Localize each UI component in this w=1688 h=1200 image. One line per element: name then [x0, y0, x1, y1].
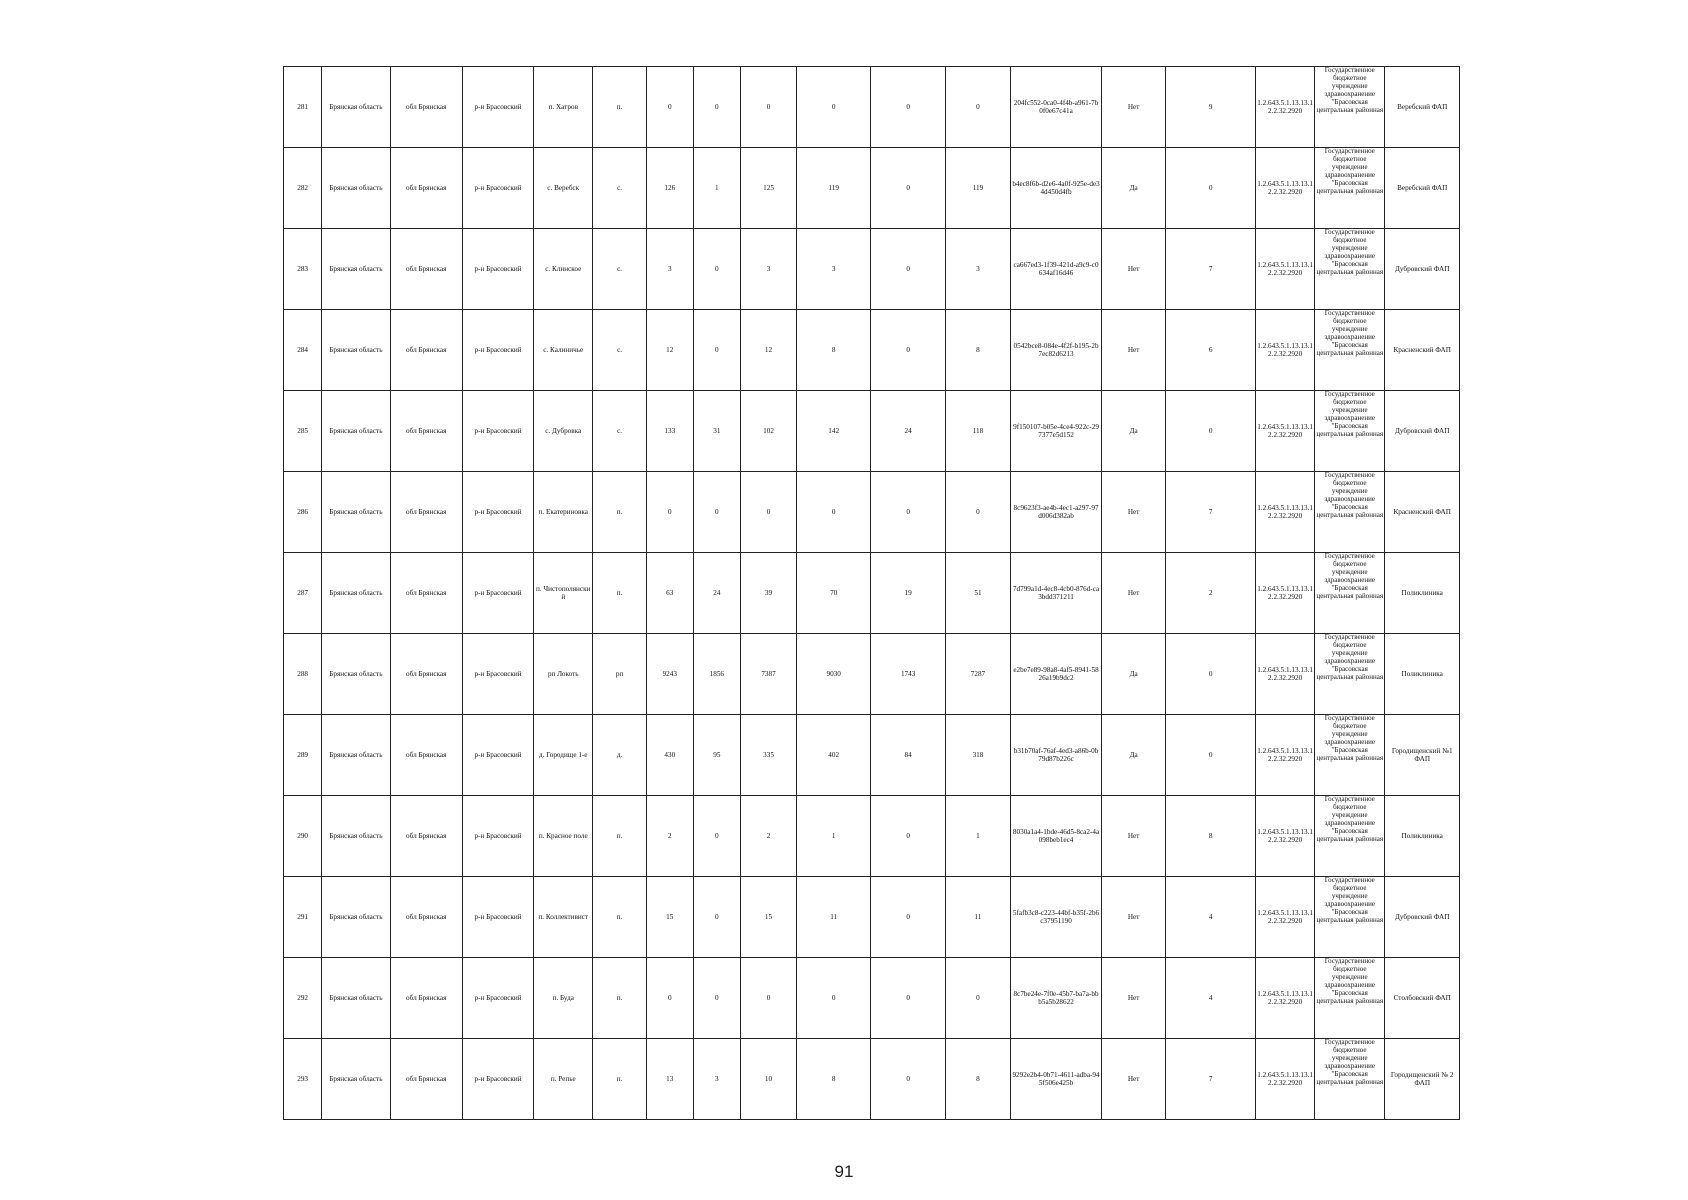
value-cell: 118 — [945, 391, 1010, 472]
count-cell: 0 — [1166, 634, 1256, 715]
district-cell: р-н Брасовский — [462, 553, 533, 634]
region-cell: Брянская область — [322, 796, 390, 877]
value-cell: 0 — [693, 310, 741, 391]
value-cell: 95 — [693, 715, 741, 796]
settlement-name-cell: п. Коллективист — [534, 877, 593, 958]
oblast-cell: обл Брянская — [390, 391, 462, 472]
oblast-cell: обл Брянская — [390, 472, 462, 553]
table-row — [284, 391, 1460, 472]
value-cell: 24 — [871, 391, 945, 472]
table-row — [284, 877, 1460, 958]
value-cell: 84 — [871, 715, 945, 796]
fap-cell: Поликлиника — [1385, 796, 1460, 877]
count-cell: 7 — [1166, 229, 1256, 310]
region-cell: Брянская область — [322, 391, 390, 472]
value-cell: 430 — [647, 715, 694, 796]
value-cell: 13 — [647, 1039, 694, 1120]
region-cell: Брянская область — [322, 67, 390, 148]
oid-cell: 1.2.643.5.1.13.13.12.2.32.2920 — [1256, 67, 1315, 148]
oid-cell: 1.2.643.5.1.13.13.12.2.32.2920 — [1256, 472, 1315, 553]
row-number-cell: 290 — [284, 796, 322, 877]
region-cell: Брянская область — [322, 229, 390, 310]
fap-cell: Столбовский ФАП — [1385, 958, 1460, 1039]
value-cell: 0 — [871, 958, 945, 1039]
oid-cell: 1.2.643.5.1.13.13.12.2.32.2920 — [1256, 229, 1315, 310]
oblast-cell: обл Брянская — [390, 148, 462, 229]
oblast-cell: обл Брянская — [390, 958, 462, 1039]
flag-cell: Нет — [1102, 67, 1166, 148]
settlement-name-cell: п. Репье — [534, 1039, 593, 1120]
flag-cell: Нет — [1102, 958, 1166, 1039]
value-cell: 70 — [796, 553, 870, 634]
value-cell: 7287 — [945, 634, 1010, 715]
organization-cell: Государственное бюджетное учреждение здравоохранение "Брасовская центральная районная — [1315, 958, 1385, 1039]
value-cell: 12 — [741, 310, 797, 391]
organization-cell: Государственное бюджетное учреждение здравоохранение "Брасовская центральная районная — [1315, 472, 1385, 553]
region-cell: Брянская область — [322, 553, 390, 634]
flag-cell: Да — [1102, 634, 1166, 715]
flag-cell: Нет — [1102, 877, 1166, 958]
organization-cell: Государственное бюджетное учреждение здравоохранение "Брасовская центральная районная — [1315, 553, 1385, 634]
guid-cell: 8c7be24e-7f0e-45b7-ba7a-bbb5a5b28622 — [1011, 958, 1102, 1039]
settlement-type-cell: п. — [593, 796, 647, 877]
table-row — [284, 634, 1460, 715]
value-cell: 0 — [647, 472, 694, 553]
count-cell: 8 — [1166, 796, 1256, 877]
count-cell: 7 — [1166, 472, 1256, 553]
organization-cell: Государственное бюджетное учреждение здравоохранение "Брасовская центральная районная — [1315, 391, 1385, 472]
row-number-cell: 282 — [284, 148, 322, 229]
district-cell: р-н Брасовский — [462, 715, 533, 796]
count-cell: 6 — [1166, 310, 1256, 391]
value-cell: 0 — [945, 67, 1010, 148]
settlement-type-cell: п. — [593, 958, 647, 1039]
oblast-cell: обл Брянская — [390, 1039, 462, 1120]
oblast-cell: обл Брянская — [390, 553, 462, 634]
row-number-cell: 288 — [284, 634, 322, 715]
row-number-cell: 283 — [284, 229, 322, 310]
value-cell: 2 — [647, 796, 694, 877]
settlement-type-cell: с. — [593, 148, 647, 229]
settlement-name-cell: с. Веребск — [534, 148, 593, 229]
organization-cell: Государственное бюджетное учреждение здравоохранение "Брасовская центральная районная — [1315, 148, 1385, 229]
settlement-name-cell: с. Дубровка — [534, 391, 593, 472]
fap-cell: Веребский ФАП — [1385, 148, 1460, 229]
row-number-cell: 291 — [284, 877, 322, 958]
table-row — [284, 148, 1460, 229]
settlement-name-cell: с. Калиничье — [534, 310, 593, 391]
oid-cell: 1.2.643.5.1.13.13.12.2.32.2920 — [1256, 796, 1315, 877]
table-row — [284, 1039, 1460, 1120]
value-cell: 0 — [871, 148, 945, 229]
value-cell: 3 — [741, 229, 797, 310]
oid-cell: 1.2.643.5.1.13.13.12.2.32.2920 — [1256, 553, 1315, 634]
oblast-cell: обл Брянская — [390, 67, 462, 148]
district-cell: р-н Брасовский — [462, 472, 533, 553]
guid-cell: ca667ed3-1f39-421d-a9c9-c0634af16d46 — [1011, 229, 1102, 310]
settlement-name-cell: с. Клинское — [534, 229, 593, 310]
region-cell: Брянская область — [322, 472, 390, 553]
value-cell: 11 — [796, 877, 870, 958]
count-cell: 0 — [1166, 715, 1256, 796]
oblast-cell: обл Брянская — [390, 310, 462, 391]
organization-cell: Государственное бюджетное учреждение здравоохранение "Брасовская центральная районная — [1315, 796, 1385, 877]
value-cell: 125 — [741, 148, 797, 229]
region-cell: Брянская область — [322, 877, 390, 958]
value-cell: 318 — [945, 715, 1010, 796]
oid-cell: 1.2.643.5.1.13.13.12.2.32.2920 — [1256, 1039, 1315, 1120]
guid-cell: 9292e2b4-0b71-4611-adba-945f506e425b — [1011, 1039, 1102, 1120]
district-cell: р-н Брасовский — [462, 391, 533, 472]
value-cell: 19 — [871, 553, 945, 634]
settlement-type-cell: п. — [593, 67, 647, 148]
row-number-cell: 292 — [284, 958, 322, 1039]
flag-cell: Нет — [1102, 472, 1166, 553]
guid-cell: 204fc552-0ca0-4f4b-a961-7b0f0e67c41a — [1011, 67, 1102, 148]
count-cell: 4 — [1166, 877, 1256, 958]
fap-cell: Городищенский № 2 ФАП — [1385, 1039, 1460, 1120]
organization-cell: Государственное бюджетное учреждение здравоохранение "Брасовская центральная районная — [1315, 715, 1385, 796]
oblast-cell: обл Брянская — [390, 715, 462, 796]
table-row — [284, 472, 1460, 553]
guid-cell: 0542bce8-084e-4f2f-b195-2b7ec82d6213 — [1011, 310, 1102, 391]
fap-cell: Дубровский ФАП — [1385, 391, 1460, 472]
value-cell: 11 — [945, 877, 1010, 958]
oid-cell: 1.2.643.5.1.13.13.12.2.32.2920 — [1256, 634, 1315, 715]
flag-cell: Да — [1102, 148, 1166, 229]
value-cell: 0 — [796, 958, 870, 1039]
value-cell: 7387 — [741, 634, 797, 715]
value-cell: 8 — [945, 310, 1010, 391]
table-row — [284, 229, 1460, 310]
table-body — [284, 67, 1460, 1120]
organization-cell: Государственное бюджетное учреждение здравоохранение "Брасовская центральная районная — [1315, 1039, 1385, 1120]
value-cell: 39 — [741, 553, 797, 634]
value-cell: 102 — [741, 391, 797, 472]
region-cell: Брянская область — [322, 958, 390, 1039]
count-cell: 2 — [1166, 553, 1256, 634]
organization-cell: Государственное бюджетное учреждение здравоохранение "Брасовская центральная районная — [1315, 310, 1385, 391]
settlement-name-cell: п. Хатров — [534, 67, 593, 148]
value-cell: 0 — [796, 472, 870, 553]
guid-cell: 5fafb3c8-c223-44bf-b35f-2b6c37951190 — [1011, 877, 1102, 958]
district-cell: р-н Брасовский — [462, 148, 533, 229]
fap-cell: Веребский ФАП — [1385, 67, 1460, 148]
value-cell: 8 — [796, 310, 870, 391]
value-cell: 8 — [945, 1039, 1010, 1120]
value-cell: 335 — [741, 715, 797, 796]
row-number-cell: 286 — [284, 472, 322, 553]
value-cell: 0 — [871, 310, 945, 391]
guid-cell: 8c9623f3-ae4b-4ec1-a297-97d006d382ab — [1011, 472, 1102, 553]
count-cell: 4 — [1166, 958, 1256, 1039]
value-cell: 8 — [796, 1039, 870, 1120]
flag-cell: Нет — [1102, 229, 1166, 310]
value-cell: 12 — [647, 310, 694, 391]
value-cell: 3 — [796, 229, 870, 310]
organization-cell: Государственное бюджетное учреждение здравоохранение "Брасовская центральная районная — [1315, 229, 1385, 310]
value-cell: 2 — [741, 796, 797, 877]
guid-cell: 8030a1a4-1bde-46d5-8ca2-4a098beb1ec4 — [1011, 796, 1102, 877]
fap-cell: Городищенский №1 ФАП — [1385, 715, 1460, 796]
flag-cell: Нет — [1102, 553, 1166, 634]
flag-cell: Да — [1102, 715, 1166, 796]
count-cell: 0 — [1166, 391, 1256, 472]
district-cell: р-н Брасовский — [462, 67, 533, 148]
guid-cell: b4ec8f6b-d2e6-4a0f-925e-de34d450d4fb — [1011, 148, 1102, 229]
flag-cell: Нет — [1102, 796, 1166, 877]
value-cell: 3 — [945, 229, 1010, 310]
count-cell: 9 — [1166, 67, 1256, 148]
value-cell: 0 — [871, 67, 945, 148]
settlement-name-cell: п. Чистополянский — [534, 553, 593, 634]
value-cell: 15 — [647, 877, 694, 958]
oid-cell: 1.2.643.5.1.13.13.12.2.32.2920 — [1256, 715, 1315, 796]
settlement-type-cell: рп — [593, 634, 647, 715]
value-cell: 0 — [871, 877, 945, 958]
settlement-type-cell: с. — [593, 391, 647, 472]
oid-cell: 1.2.643.5.1.13.13.12.2.32.2920 — [1256, 391, 1315, 472]
row-number-cell: 284 — [284, 310, 322, 391]
settlement-type-cell: с. — [593, 229, 647, 310]
district-cell: р-н Брасовский — [462, 796, 533, 877]
value-cell: 0 — [693, 796, 741, 877]
value-cell: 10 — [741, 1039, 797, 1120]
value-cell: 63 — [647, 553, 694, 634]
settlement-name-cell: п. Красное поле — [534, 796, 593, 877]
flag-cell: Нет — [1102, 310, 1166, 391]
settlement-register-sheet — [283, 66, 1460, 1120]
value-cell: 0 — [741, 472, 797, 553]
row-number-cell: 289 — [284, 715, 322, 796]
value-cell: 51 — [945, 553, 1010, 634]
value-cell: 1 — [945, 796, 1010, 877]
table-row — [284, 796, 1460, 877]
fap-cell: Поликлиника — [1385, 553, 1460, 634]
region-cell: Брянская область — [322, 1039, 390, 1120]
value-cell: 0 — [741, 67, 797, 148]
fap-cell: Дубровский ФАП — [1385, 877, 1460, 958]
row-number-cell: 285 — [284, 391, 322, 472]
settlement-type-cell: п. — [593, 472, 647, 553]
value-cell: 0 — [693, 877, 741, 958]
region-cell: Брянская область — [322, 148, 390, 229]
district-cell: р-н Брасовский — [462, 1039, 533, 1120]
fap-cell: Красненский ФАП — [1385, 310, 1460, 391]
organization-cell: Государственное бюджетное учреждение здравоохранение "Брасовская центральная районная — [1315, 67, 1385, 148]
table-row — [284, 715, 1460, 796]
value-cell: 9243 — [647, 634, 694, 715]
organization-cell: Государственное бюджетное учреждение здравоохранение "Брасовская центральная районная — [1315, 877, 1385, 958]
count-cell: 7 — [1166, 1039, 1256, 1120]
value-cell: 0 — [693, 958, 741, 1039]
value-cell: 1743 — [871, 634, 945, 715]
oid-cell: 1.2.643.5.1.13.13.12.2.32.2920 — [1256, 310, 1315, 391]
value-cell: 1 — [693, 148, 741, 229]
value-cell: 15 — [741, 877, 797, 958]
value-cell: 9030 — [796, 634, 870, 715]
value-cell: 0 — [871, 1039, 945, 1120]
row-number-cell: 281 — [284, 67, 322, 148]
value-cell: 0 — [647, 67, 694, 148]
region-cell: Брянская область — [322, 715, 390, 796]
page-number: 91 — [834, 1162, 854, 1181]
oblast-cell: обл Брянская — [390, 877, 462, 958]
oid-cell: 1.2.643.5.1.13.13.12.2.32.2920 — [1256, 148, 1315, 229]
guid-cell: 7d799a1d-4ec8-4cb0-876d-ca3bdd371211 — [1011, 553, 1102, 634]
district-cell: р-н Брасовский — [462, 634, 533, 715]
table-row — [284, 553, 1460, 634]
value-cell: 1856 — [693, 634, 741, 715]
district-cell: р-н Брасовский — [462, 310, 533, 391]
oid-cell: 1.2.643.5.1.13.13.12.2.32.2920 — [1256, 958, 1315, 1039]
settlement-type-cell: п. — [593, 553, 647, 634]
settlement-register-table — [283, 66, 1460, 1120]
settlement-name-cell: д. Городище 1-е — [534, 715, 593, 796]
oblast-cell: обл Брянская — [390, 796, 462, 877]
value-cell: 0 — [871, 796, 945, 877]
region-cell: Брянская область — [322, 310, 390, 391]
fap-cell: Дубровский ФАП — [1385, 229, 1460, 310]
value-cell: 0 — [945, 958, 1010, 1039]
oblast-cell: обл Брянская — [390, 634, 462, 715]
district-cell: р-н Брасовский — [462, 958, 533, 1039]
oid-cell: 1.2.643.5.1.13.13.12.2.32.2920 — [1256, 877, 1315, 958]
table-row — [284, 67, 1460, 148]
value-cell: 0 — [871, 229, 945, 310]
settlement-type-cell: с. — [593, 310, 647, 391]
district-cell: р-н Брасовский — [462, 877, 533, 958]
oblast-cell: обл Брянская — [390, 229, 462, 310]
region-cell: Брянская область — [322, 634, 390, 715]
value-cell: 3 — [647, 229, 694, 310]
value-cell: 119 — [796, 148, 870, 229]
value-cell: 0 — [796, 67, 870, 148]
value-cell: 0 — [647, 958, 694, 1039]
guid-cell: 9f150107-b05e-4ce4-922c-297377e5d152 — [1011, 391, 1102, 472]
flag-cell: Нет — [1102, 1039, 1166, 1120]
value-cell: 119 — [945, 148, 1010, 229]
value-cell: 402 — [796, 715, 870, 796]
settlement-name-cell: рп Локоть — [534, 634, 593, 715]
value-cell: 24 — [693, 553, 741, 634]
value-cell: 1 — [796, 796, 870, 877]
value-cell: 133 — [647, 391, 694, 472]
organization-cell: Государственное бюджетное учреждение здравоохранение "Брасовская центральная районная — [1315, 634, 1385, 715]
value-cell: 142 — [796, 391, 870, 472]
count-cell: 0 — [1166, 148, 1256, 229]
guid-cell: e2be7e89-98a8-4af5-8941-5826a19b9dc2 — [1011, 634, 1102, 715]
row-number-cell: 287 — [284, 553, 322, 634]
table-row — [284, 958, 1460, 1039]
settlement-type-cell: д. — [593, 715, 647, 796]
fap-cell: Красненский ФАП — [1385, 472, 1460, 553]
district-cell: р-н Брасовский — [462, 229, 533, 310]
value-cell: 3 — [693, 1039, 741, 1120]
value-cell: 31 — [693, 391, 741, 472]
settlement-name-cell: п. Екатериновка — [534, 472, 593, 553]
table-row — [284, 310, 1460, 391]
value-cell: 0 — [741, 958, 797, 1039]
fap-cell: Поликлиника — [1385, 634, 1460, 715]
guid-cell: b31b70af-76af-4ed3-a86b-0b79d87b226c — [1011, 715, 1102, 796]
value-cell: 126 — [647, 148, 694, 229]
settlement-type-cell: п. — [593, 877, 647, 958]
value-cell: 0 — [945, 472, 1010, 553]
flag-cell: Да — [1102, 391, 1166, 472]
value-cell: 0 — [871, 472, 945, 553]
value-cell: 0 — [693, 472, 741, 553]
value-cell: 0 — [693, 229, 741, 310]
settlement-name-cell: п. Буда — [534, 958, 593, 1039]
row-number-cell: 293 — [284, 1039, 322, 1120]
settlement-type-cell: п. — [593, 1039, 647, 1120]
value-cell: 0 — [693, 67, 741, 148]
